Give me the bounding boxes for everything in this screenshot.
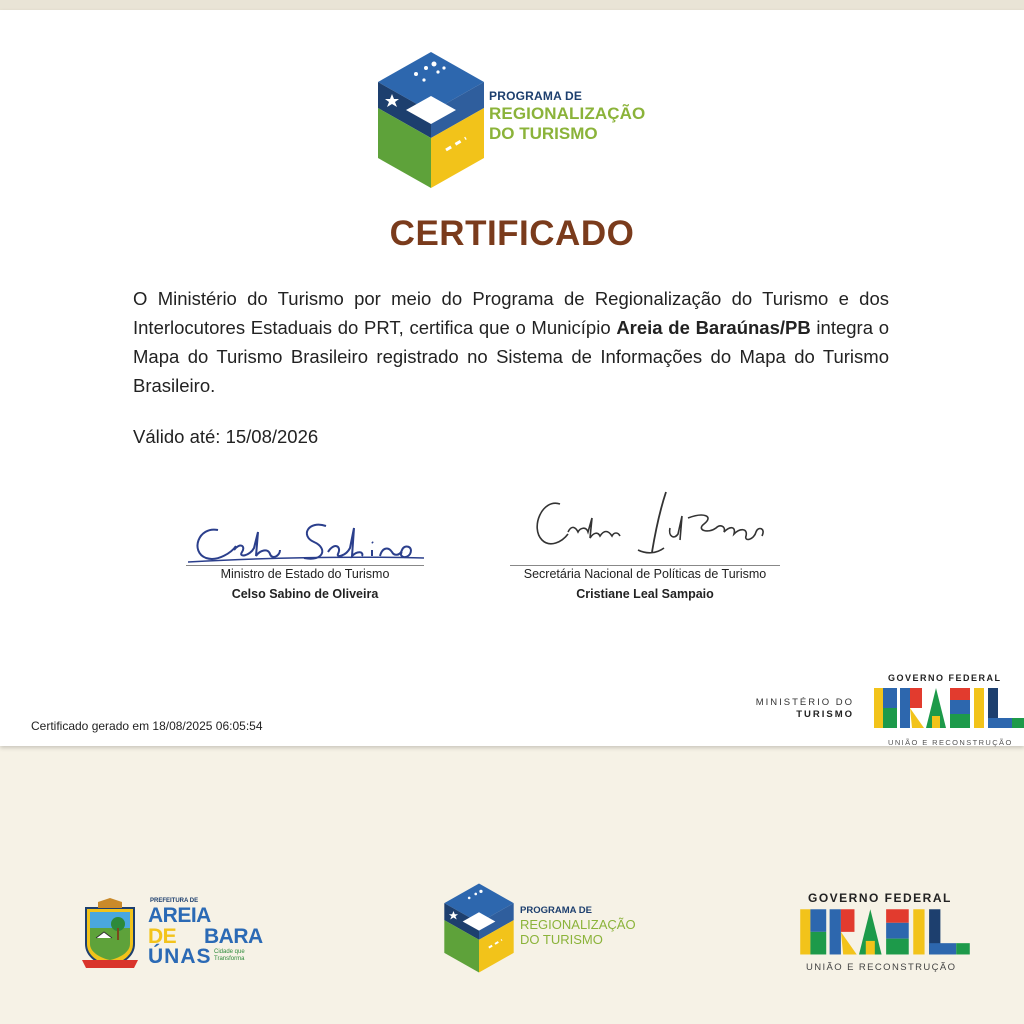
body-text-part2: integra o Mapa do Turismo Brasileiro registrado no Sistema de Informações do Mapa do Turismo Brasileiro. <box>133 317 889 396</box>
signatory-name-2: Cristiane Leal Sampaio <box>576 587 714 601</box>
certificate-body <box>133 284 889 400</box>
program-line1-bottom: PROGRAMA DE <box>520 905 592 916</box>
signature-line-2 <box>510 565 780 566</box>
areia-de: DE <box>148 925 177 948</box>
brasil-logo-bottom <box>795 907 975 959</box>
program-line2-bottom: REGIONALIZAÇÃO <box>520 916 636 932</box>
valid-until: Válido até: 15/08/2026 <box>133 426 319 447</box>
program-name <box>489 90 645 142</box>
governo-federal-label-top: GOVERNO FEDERAL <box>888 673 1002 683</box>
governo-federal-label-bottom: GOVERNO FEDERAL <box>808 891 952 905</box>
areia-baraunas-crest <box>78 898 142 970</box>
program-line3: DO TURISMO <box>489 124 598 143</box>
signatory-role-1: Ministro de Estado do Turismo <box>220 567 390 581</box>
signature-celso-sabino <box>188 512 428 566</box>
municipality-name: Areia de Baraúnas/PB <box>616 317 811 338</box>
ministry-line1: MINISTÉRIO DO <box>755 697 854 708</box>
program-line1: PROGRAMA DE <box>489 89 583 103</box>
certificate-title: CERTIFICADO <box>389 214 635 253</box>
brasil-logo-top <box>874 686 1024 732</box>
ministry-label <box>740 697 854 721</box>
slogan-bottom: UNIÃO E RECONSTRUÇÃO <box>806 962 957 973</box>
slogan-top: UNIÃO E RECONSTRUÇÃO <box>888 738 1013 747</box>
program-line2: REGIONALIZAÇÃO <box>489 104 646 123</box>
areia-word: AREIA <box>148 904 211 927</box>
signature-line-1 <box>186 565 424 566</box>
areia-bara: BARA <box>204 925 263 948</box>
program-line3-bottom: DO TURISMO <box>520 931 603 947</box>
generated-timestamp: Certificado gerado em 18/08/2025 06:05:54 <box>31 719 263 733</box>
areia-prefeitura: PREFEITURA DE <box>150 898 199 904</box>
areia-unas: ÚNAS <box>148 945 212 968</box>
signatory-role-2: Secretária Nacional de Políticas de Turismo <box>523 567 767 581</box>
body-text-part1: O Ministério do Turismo por meio do Programa de Regionalização do Turismo e dos Interlocutores Estaduais do PRT, certifica que o Município <box>133 288 889 338</box>
areia-tagline: Cidade que Transforma <box>214 949 245 962</box>
signatory-name-1: Celso Sabino de Oliveira <box>231 587 379 601</box>
top-band <box>0 0 1024 10</box>
program-hexagon-logo-bottom <box>443 880 515 976</box>
program-name-bottom <box>520 906 636 946</box>
program-hexagon-logo <box>376 50 486 190</box>
signature-cristiane-sampaio <box>528 488 768 566</box>
ministry-line2: TURISMO <box>796 708 854 720</box>
